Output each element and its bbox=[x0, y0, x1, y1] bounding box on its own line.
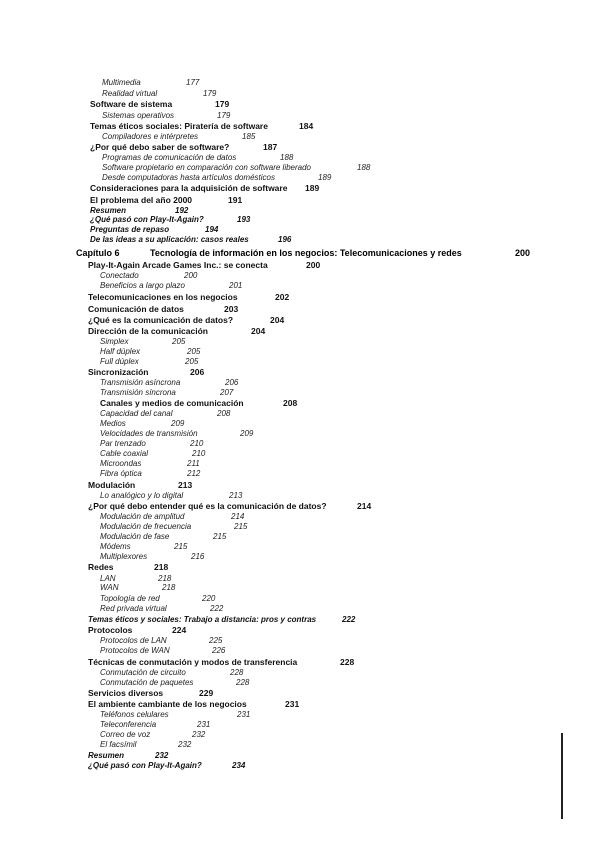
page-number: 189 bbox=[305, 183, 320, 193]
entry-title-compiladores-e-interpretes: Compiladores e intérpretes bbox=[102, 132, 199, 141]
page-number: 188 bbox=[280, 153, 294, 162]
page-number: 229 bbox=[199, 688, 214, 698]
page-number: 208 bbox=[217, 409, 231, 418]
page-number: 213 bbox=[229, 491, 243, 500]
entry-title-half-duplex: Half dúplex bbox=[100, 347, 141, 356]
page-number: 231 bbox=[197, 720, 211, 729]
entry-title-por-que-debo-entender-que-es-la-comunicacion-de-datos: ¿Por qué debo entender qué es la comunicación de datos? bbox=[88, 501, 327, 511]
entry-title-beneficios-a-largo-plazo: Beneficios a largo plazo bbox=[100, 281, 185, 290]
entry-title-play-it-again-arcade-games-inc-se-conecta: Play-It-Again Arcade Games Inc.: se conecta bbox=[88, 260, 268, 270]
entry-title-modulacion-de-amplitud: Modulación de amplitud bbox=[100, 512, 185, 521]
page-number: 206 bbox=[225, 378, 239, 387]
entry-title-servicios-diversos: Servicios diversos bbox=[88, 688, 164, 698]
entry-title-conectado: Conectado bbox=[100, 271, 139, 280]
entry-title-que-paso-con-play-it-again: ¿Qué pasó con Play-It-Again? bbox=[88, 761, 202, 770]
entry-title-temas-eticos-y-sociales-trabajo-a-distancia-pros-y-contras: Temas éticos y sociales: Trabajo a distancia: pros y contras bbox=[88, 615, 317, 624]
entry-title-resumen: Resumen bbox=[90, 206, 127, 215]
page-number: 222 bbox=[342, 615, 356, 624]
entry-title-realidad-virtual: Realidad virtual bbox=[102, 89, 158, 98]
entry-title-por-que-debo-saber-de-software: ¿Por qué debo saber de software? bbox=[90, 142, 230, 152]
page-number: 210 bbox=[190, 439, 204, 448]
page-number: 226 bbox=[212, 646, 226, 655]
page-number: 196 bbox=[278, 235, 292, 244]
page-number: 215 bbox=[234, 522, 248, 531]
page-number: 214 bbox=[357, 501, 372, 511]
entry-title-resumen: Resumen bbox=[88, 751, 125, 760]
entry-title-telefonos-celulares: Teléfonos celulares bbox=[100, 710, 169, 719]
page-number: 218 bbox=[162, 583, 176, 592]
page-number: 205 bbox=[185, 357, 199, 366]
page-number: 179 bbox=[203, 89, 217, 98]
entry-title-modulacion-de-fase: Modulación de fase bbox=[100, 532, 170, 541]
entry-title-par-trenzado: Par trenzado bbox=[100, 439, 146, 448]
page-number: 189 bbox=[318, 173, 332, 182]
entry-title-lo-analogico-y-lo-digital: Lo analógico y lo digital bbox=[100, 491, 184, 500]
page-number: 191 bbox=[228, 195, 243, 205]
entry-title-correo-de-voz: Correo de voz bbox=[100, 730, 151, 739]
page-number: 224 bbox=[172, 625, 187, 635]
entry-title-que-paso-con-play-it-again: ¿Qué pasó con Play-It-Again? bbox=[90, 215, 204, 224]
page-number: 193 bbox=[237, 215, 251, 224]
entry-title-conmutacion-de-paquetes: Conmutación de paquetes bbox=[100, 678, 194, 687]
page-number: 179 bbox=[217, 111, 231, 120]
margin-rule bbox=[561, 733, 563, 819]
page-number: 216 bbox=[191, 552, 205, 561]
entry-title-software-de-sistema: Software de sistema bbox=[90, 99, 173, 109]
entry-title-full-duplex: Full dúplex bbox=[100, 357, 139, 366]
entry-title-consideraciones-para-la-adquisicion-de-software: Consideraciones para la adquisición de software bbox=[90, 183, 288, 193]
entry-title-telecomunicaciones-en-los-negocios: Telecomunicaciones en los negocios bbox=[88, 292, 238, 302]
page-number: 179 bbox=[215, 99, 230, 109]
entry-title-comunicacion-de-datos: Comunicación de datos bbox=[88, 304, 184, 314]
page-number: 202 bbox=[275, 292, 290, 302]
entry-title-protocolos-de-wan: Protocolos de WAN bbox=[100, 646, 170, 655]
entry-title-el-facsimil: El facsímil bbox=[100, 740, 137, 749]
page-number: 200 bbox=[306, 260, 321, 270]
page-number: 212 bbox=[187, 469, 201, 478]
page-number: 232 bbox=[155, 751, 169, 760]
page-number: 205 bbox=[187, 347, 201, 356]
page-number: 228 bbox=[340, 657, 355, 667]
page-number: 222 bbox=[210, 604, 224, 613]
entry-title-capacidad-del-canal: Capacidad del canal bbox=[100, 409, 173, 418]
entry-title-wan: WAN bbox=[100, 583, 119, 592]
entry-title-fibra-optica: Fibra óptica bbox=[100, 469, 142, 478]
entry-title-conmutacion-de-circuito: Conmutación de circuito bbox=[100, 668, 186, 677]
page-number: 194 bbox=[205, 225, 219, 234]
page-number: 207 bbox=[220, 388, 234, 397]
entry-title-programas-de-comunicacion-de-datos: Programas de comunicación de datos bbox=[102, 153, 237, 162]
page-number: 218 bbox=[154, 562, 169, 572]
entry-title-multiplexores: Multiplexores bbox=[100, 552, 148, 561]
page-number: 184 bbox=[299, 121, 314, 131]
entry-title-sincronizacion: Sincronización bbox=[88, 367, 149, 377]
entry-title-velocidades-de-transmision: Velocidades de transmisión bbox=[100, 429, 198, 438]
page-number: 220 bbox=[202, 594, 216, 603]
entry-title-direccion-de-la-comunicacion: Dirección de la comunicación bbox=[88, 326, 208, 336]
entry-title-que-es-la-comunicacion-de-datos: ¿Qué es la comunicación de datos? bbox=[88, 315, 234, 325]
page-number: 228 bbox=[236, 678, 250, 687]
entry-title-tecnicas-de-conmutacion-y-modos-de-transferencia: Técnicas de conmutación y modos de transferencia bbox=[88, 657, 298, 667]
entry-title-transmision-asincrona: Transmisión asíncrona bbox=[100, 378, 181, 387]
entry-title-protocolos: Protocolos bbox=[88, 625, 133, 635]
entry-title-modulacion: Modulación bbox=[88, 480, 136, 490]
page-number: 201 bbox=[229, 281, 243, 290]
page-number: 218 bbox=[158, 574, 172, 583]
page-number: 208 bbox=[283, 398, 298, 408]
page-number: 232 bbox=[178, 740, 192, 749]
page-number: 214 bbox=[231, 512, 245, 521]
entry-title-simplex: Simplex bbox=[100, 337, 129, 346]
entry-title-canales-y-medios-de-comunicacion: Canales y medios de comunicación bbox=[100, 398, 244, 408]
page-number: 231 bbox=[285, 699, 300, 709]
page-number: 177 bbox=[186, 78, 200, 87]
page-number: 232 bbox=[192, 730, 206, 739]
page-number: 210 bbox=[192, 449, 206, 458]
page-number: 211 bbox=[187, 459, 200, 468]
page-number: 234 bbox=[232, 761, 246, 770]
page-number: 204 bbox=[270, 315, 285, 325]
page-number: 187 bbox=[263, 142, 278, 152]
page-number: 228 bbox=[230, 668, 244, 677]
entry-title-software-propietario-en-comparacion-con-software-liberado: Software propietario en comparación con software liberado bbox=[102, 163, 312, 172]
entry-title-red-privada-virtual: Red privada virtual bbox=[100, 604, 167, 613]
page-number: 215 bbox=[213, 532, 227, 541]
entry-title-el-problema-del-ano-2000: El problema del año 2000 bbox=[90, 195, 193, 205]
entry-title-multimedia: Multimedia bbox=[102, 78, 141, 87]
page-number: 209 bbox=[240, 429, 254, 438]
entry-title-medios: Medios bbox=[100, 419, 126, 428]
page-number: 200 bbox=[515, 248, 531, 258]
entry-title-redes: Redes bbox=[88, 562, 114, 572]
chapter-number-capitulo-6: Capítulo 6 bbox=[76, 248, 120, 258]
page-number: 209 bbox=[171, 419, 185, 428]
entry-title-lan: LAN bbox=[100, 574, 116, 583]
entry-title-de-las-ideas-a-su-aplicacion-casos-reales: De las ideas a su aplicación: casos reales bbox=[90, 235, 249, 244]
page-number: 231 bbox=[237, 710, 251, 719]
page-number: 188 bbox=[357, 163, 371, 172]
page-number: 206 bbox=[190, 367, 205, 377]
entry-title-modems: Módems bbox=[100, 542, 131, 551]
entry-title-transmision-sincrona: Transmisión síncrona bbox=[100, 388, 176, 397]
page-number: 192 bbox=[175, 206, 189, 215]
chapter-title: Tecnología de información en los negocios: Telecomunicaciones y redes bbox=[150, 248, 462, 258]
entry-title-teleconferencia: Teleconferencia bbox=[100, 720, 157, 729]
entry-title-topologia-de-red: Topología de red bbox=[100, 594, 160, 603]
page-number: 213 bbox=[178, 480, 193, 490]
page-number: 203 bbox=[224, 304, 239, 314]
entry-title-temas-eticos-sociales-pirateria-de-software: Temas éticos sociales: Piratería de software bbox=[90, 121, 268, 131]
entry-title-protocolos-de-lan: Protocolos de LAN bbox=[100, 636, 167, 645]
page-number: 215 bbox=[174, 542, 188, 551]
entry-title-cable-coaxial: Cable coaxial bbox=[100, 449, 149, 458]
entry-title-sistemas-operativos: Sistemas operativos bbox=[102, 111, 175, 120]
entry-title-microondas: Microondas bbox=[100, 459, 142, 468]
page-number: 225 bbox=[209, 636, 223, 645]
page-number: 200 bbox=[184, 271, 198, 280]
page-number: 205 bbox=[172, 337, 186, 346]
page-number: 204 bbox=[251, 326, 266, 336]
entry-title-preguntas-de-repaso: Preguntas de repaso bbox=[90, 225, 170, 234]
entry-title-modulacion-de-frecuencia: Modulación de frecuencia bbox=[100, 522, 192, 531]
entry-title-el-ambiente-cambiante-de-los-negocios: El ambiente cambiante de los negocios bbox=[88, 699, 247, 709]
page-number: 185 bbox=[242, 132, 256, 141]
entry-title-desde-computadoras-hasta-articulos-domesticos: Desde computadoras hasta artículos domésticos bbox=[102, 173, 275, 182]
